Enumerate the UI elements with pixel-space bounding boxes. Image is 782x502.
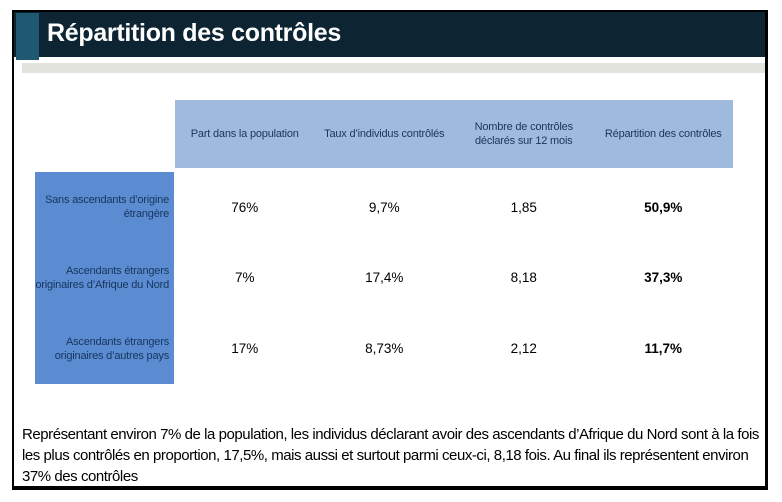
- title-accent-square: [16, 13, 39, 60]
- table-values: [175, 172, 733, 384]
- table-column-headers: [175, 100, 733, 168]
- table-cell: 37,3%: [644, 270, 683, 286]
- summary-text: Représentant environ 7% de la population, les individus déclarant avoir des ascendants d’Afrique du Nord sont à la fois les plus contrôlés en proportion, 17,5%, mais aussi et surtout parmi ceux-ci, 8,18 fois. Au final ils représentent environ 37% des contrôles: [22, 426, 759, 485]
- table-cell: 8,73%: [365, 341, 404, 357]
- slide-title: Répartition des contrôles: [47, 19, 341, 47]
- column-header-nombre-controles: Nombre de contrôles déclarés sur 12 mois: [474, 121, 573, 147]
- row-label-afrique-du-nord: Ascendants étrangers originaires d’Afrique du Nord: [35, 264, 169, 291]
- table-cell: 9,7%: [368, 199, 400, 215]
- table-cell: 76%: [231, 199, 259, 215]
- table-cell: 50,9%: [644, 199, 683, 215]
- table-cell: 17%: [231, 341, 259, 357]
- column-header-taux-controles: Taux d’individus contrôlés: [324, 128, 445, 140]
- title-underline-strip: [22, 63, 765, 73]
- column-header-part-population: Part dans la population: [190, 128, 299, 140]
- row-label-autres-pays: Ascendants étrangers originaires d’autres pays: [54, 335, 169, 362]
- table-cell: 11,7%: [644, 341, 683, 357]
- table-cell: 1,85: [510, 199, 537, 215]
- row-label-sans-ascendants: Sans ascendants d’origine étrangère: [44, 194, 169, 221]
- table-cell: 2,12: [510, 341, 537, 357]
- table-cell: 7%: [234, 270, 255, 286]
- table-cell: 8,18: [510, 270, 537, 286]
- title-bar: [14, 12, 765, 57]
- slide-frame: [12, 10, 768, 490]
- table-cell: 17,4%: [365, 270, 404, 286]
- column-header-repartition: Répartition des contrôles: [604, 128, 722, 140]
- table-row-labels: [35, 172, 174, 384]
